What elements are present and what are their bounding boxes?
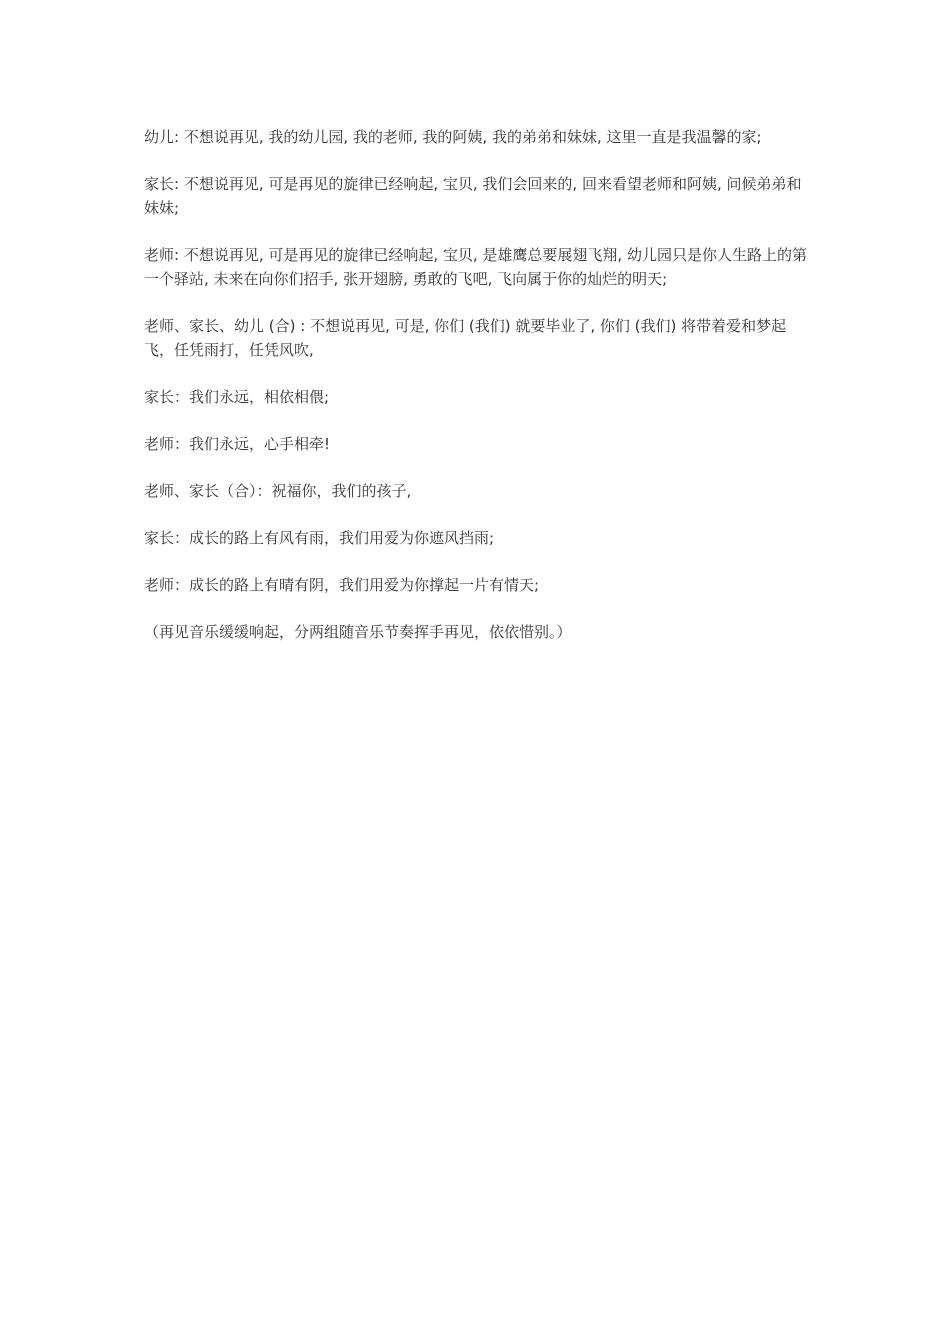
document-body xyxy=(144,125,816,667)
paragraph-blessing: 老师、家长（合）：祝福你，我们的孩子, xyxy=(144,482,412,500)
paragraph-parent-forever: 家长：我们永远，相依相偎; xyxy=(144,388,330,406)
paragraph-teacher-sky: 老师：成长的路上有晴有阴，我们用爱为你撑起一片有情天; xyxy=(144,576,540,594)
paragraph-teacher-farewell: 老师: 不想说再见, 可是再见的旋律已经响起, 宝贝, 是雄鹰总要展翅飞翔, 幼儿园只是你人生路上的第一个驿站, 未来在向你们招手, 张开翅膀, 勇敢的飞吧, 飞向属于你的灿烂的明天; xyxy=(144,246,807,288)
paragraph-teacher-forever: 老师：我们永远，心手相牵! xyxy=(144,435,331,453)
paragraph-parent-wind-rain: 家长：成长的路上有风有雨，我们用爱为你遮风挡雨; xyxy=(144,529,495,547)
paragraph-stage-direction: （再见音乐缓缓响起，分两组随音乐节奏挥手再见，依依惜别。） xyxy=(144,623,572,641)
paragraph-parent-farewell: 家长: 不想说再见, 可是再见的旋律已经响起, 宝贝, 我们会回来的, 回来看望老师和阿姨, 问候弟弟和妹妹; xyxy=(144,175,802,217)
paragraph-all-together: 老师、家长、幼儿 (合) : 不想说再见, 可是, 你们 (我们) 就要毕业了, 你们 (我们) 将带着爱和梦起飞，任凭雨打，任凭风吹, xyxy=(144,317,787,359)
paragraph-child-farewell: 幼儿: 不想说再见, 我的幼儿园, 我的老师, 我的阿姨, 我的弟弟和妹妹, 这里一直是我温馨的家; xyxy=(144,128,762,146)
